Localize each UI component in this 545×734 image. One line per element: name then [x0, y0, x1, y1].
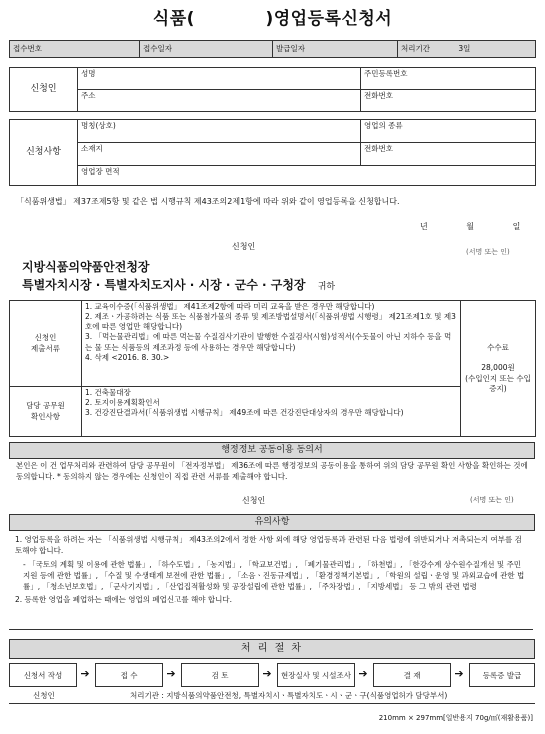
official-check-item: 3. 건강진단결과서(「식품위생법 시행규칙」 제49조에 따른 건강진단대상자의 경우만 해당합니다) — [85, 408, 404, 418]
signer-label: 신청인 — [232, 242, 256, 251]
business-type-field[interactable]: 영업의 종류 — [361, 120, 536, 143]
applicant-address-field[interactable]: 주소 — [78, 90, 361, 112]
official-check-list — [82, 387, 461, 437]
process-applicant-note: 신청인 — [33, 691, 55, 700]
trade-name-field[interactable]: 명칭(상호) — [78, 120, 361, 143]
day-label: 일 — [512, 222, 521, 231]
receipt-table — [9, 40, 536, 58]
month-label: 월 — [466, 222, 475, 231]
notice-item: 2. 등록한 영업을 폐업하는 때에는 영업의 폐업신고를 해야 합니다. — [15, 595, 232, 605]
processing-period-label: 처리기간 — [401, 43, 430, 53]
applicant-section-label: 신청인 — [10, 68, 78, 112]
applicant-docs-label: 신청인 제출서류 — [10, 301, 82, 387]
receipt-date-label: 접수일자 — [140, 41, 273, 58]
official-check-item: 1. 건축물대장 — [85, 388, 131, 397]
application-statement: 「식품위생법」 제37조제5항 및 같은 법 시행규칙 제43조의2제1항에 따라 위와 같이 영업등록을 신청합니다. — [16, 197, 400, 206]
process-step-review: 검 토 — [181, 663, 259, 687]
area-field[interactable]: 영업장 면적 — [78, 166, 536, 186]
consent-sign[interactable]: (서명 또는 인) — [470, 496, 514, 504]
process-step-apply: 신청서 작성 — [9, 663, 77, 687]
arrow-right-icon: ➔ — [454, 667, 464, 680]
date-line — [420, 221, 530, 232]
issue-date-label: 발급일자 — [273, 41, 398, 58]
official-check-item: 2. 토지이용계획확인서 — [85, 398, 160, 408]
process-header: 처 리 절 차 — [9, 639, 535, 659]
documents-table — [9, 300, 536, 437]
recipient-line-1: 지방식품의약품안전청장 — [22, 260, 150, 274]
applicant-rrn-field[interactable]: 주민등록번호 — [361, 68, 536, 90]
arrow-right-icon: ➔ — [80, 667, 90, 680]
consent-text: 본인은 이 건 업무처리와 관련하여 담당 공무원이 「전자정부법」 제36조에 따른 행정정보의 공동이용을 통하여 위의 담당 공무원 확인 사항을 확인하는 것에 동의합니다. * 동의하지 않는 경우에는 신청인이 직접 관련 서류를 제출해야 합니다. — [16, 461, 528, 482]
recipient-suffix: 귀하 — [317, 282, 336, 292]
form-title: 식품( )영업등록신청서 — [152, 9, 393, 29]
processing-period-value: 3일 — [458, 43, 471, 53]
arrow-right-icon: ➔ — [358, 667, 368, 680]
location-field[interactable]: 소재지 — [78, 143, 361, 166]
processing-period — [398, 41, 536, 58]
applicant-doc-item: 3. 「먹는물관리법」에 따른 먹는물 수질검사기관이 발행한 수질검사(시험)성적서(수돗물이 아닌 지하수 등을 먹는 물 또는 식품등의 제조과정 등에 사용하는 경우만 해당합니다) — [85, 332, 452, 352]
recipient-line-2 — [22, 276, 335, 293]
notice-item: - 「국토의 계획 및 이용에 관한 법률」, 「하수도법」, 「농지법」, 「학교보건법」, 「폐기물관리법」, 「하천법」, 「한강수계 상수원수질개선 및 주민지원 등에 관한 법률」, 「수질 및 수생태계 보전에 관한 법률」, 「소음ㆍ진동규제법」, 「환경정책기본법」, 「학원의 설립ㆍ운영 및 과외교습에 관한 법률」, 「청소년보호법」, 「군사기지법」, 「산업집적활성화 및 공장설립에 관한 법률」, 「주차장법」, 「지방세법」 등 그 밖의 관련 법령 — [23, 559, 525, 591]
fee-label: 수수료 — [487, 343, 509, 353]
paper-spec: 210mm × 297mm[일반용지 70g/㎡(재활용품)] — [378, 714, 533, 722]
applicant-doc-item: 4. 삭제 <2016. 8. 30.> — [85, 352, 170, 362]
applicant-name-field[interactable]: 성명 — [78, 68, 361, 90]
applicant-table — [9, 67, 536, 112]
recipient-officials: 특별자치시장 · 특별자치도지사 · 시장 · 군수 · 구청장 — [22, 278, 306, 292]
fee-cell — [461, 301, 536, 437]
process-flow — [9, 663, 535, 689]
notice-list — [9, 533, 533, 630]
process-handler-note: 처리기관 : 지방식품의약품안전청, 특별자치시ㆍ특별자치도ㆍ시ㆍ군ㆍ구(식품영업허가 담당부서) — [130, 691, 448, 700]
process-step-issue: 등록증 발급 — [469, 663, 535, 687]
notice-item: 1. 영업등록을 하려는 자는 「식품위생법 시행규칙」 제43조의2에서 정한 사항 외에 해당 영업등록과 관련된 다음 법령에 위반되거나 저촉되는지 여부를 검토해야 합니다. — [15, 535, 522, 556]
business-phone-field[interactable]: 전화번호 — [361, 143, 536, 166]
process-step-inspection: 현장실사 및 시설조사 — [277, 663, 355, 687]
process-bottom-rule — [9, 703, 535, 704]
applicant-doc-item: 2. 제조ㆍ가공하려는 식품 또는 식품첨가물의 종류 및 제조방법설명서(「식품위생법 시행령」 제21조제1호 및 제3호에 따른 영업만 해당합니다) — [85, 312, 456, 332]
fee-value: 28,000원 (수입인지 또는 수입증지) — [465, 363, 531, 393]
signer-sign[interactable]: (서명 또는 인) — [466, 248, 510, 256]
request-table — [9, 119, 536, 186]
applicant-docs-list — [82, 301, 461, 387]
notice-header: 유의사항 — [9, 514, 535, 531]
applicant-doc-item: 1. 교육이수증(「식품위생법」 제41조제2항에 따라 미리 교육을 받은 경우만 해당합니다) — [85, 302, 375, 311]
process-step-receive: 접 수 — [95, 663, 163, 687]
receipt-no-label: 접수번호 — [10, 41, 140, 58]
process-step-approval: 결 재 — [373, 663, 451, 687]
consent-signer: 신청인 — [242, 496, 266, 505]
request-section-label: 신청사항 — [10, 120, 78, 186]
consent-header: 행정정보 공동이용 동의서 — [9, 442, 535, 459]
arrow-right-icon: ➔ — [262, 667, 272, 680]
year-label: 년 — [420, 222, 428, 231]
applicant-phone-field[interactable]: 전화번호 — [361, 90, 536, 112]
arrow-right-icon: ➔ — [166, 667, 176, 680]
official-check-label: 담당 공무원 확인사항 — [10, 387, 82, 437]
